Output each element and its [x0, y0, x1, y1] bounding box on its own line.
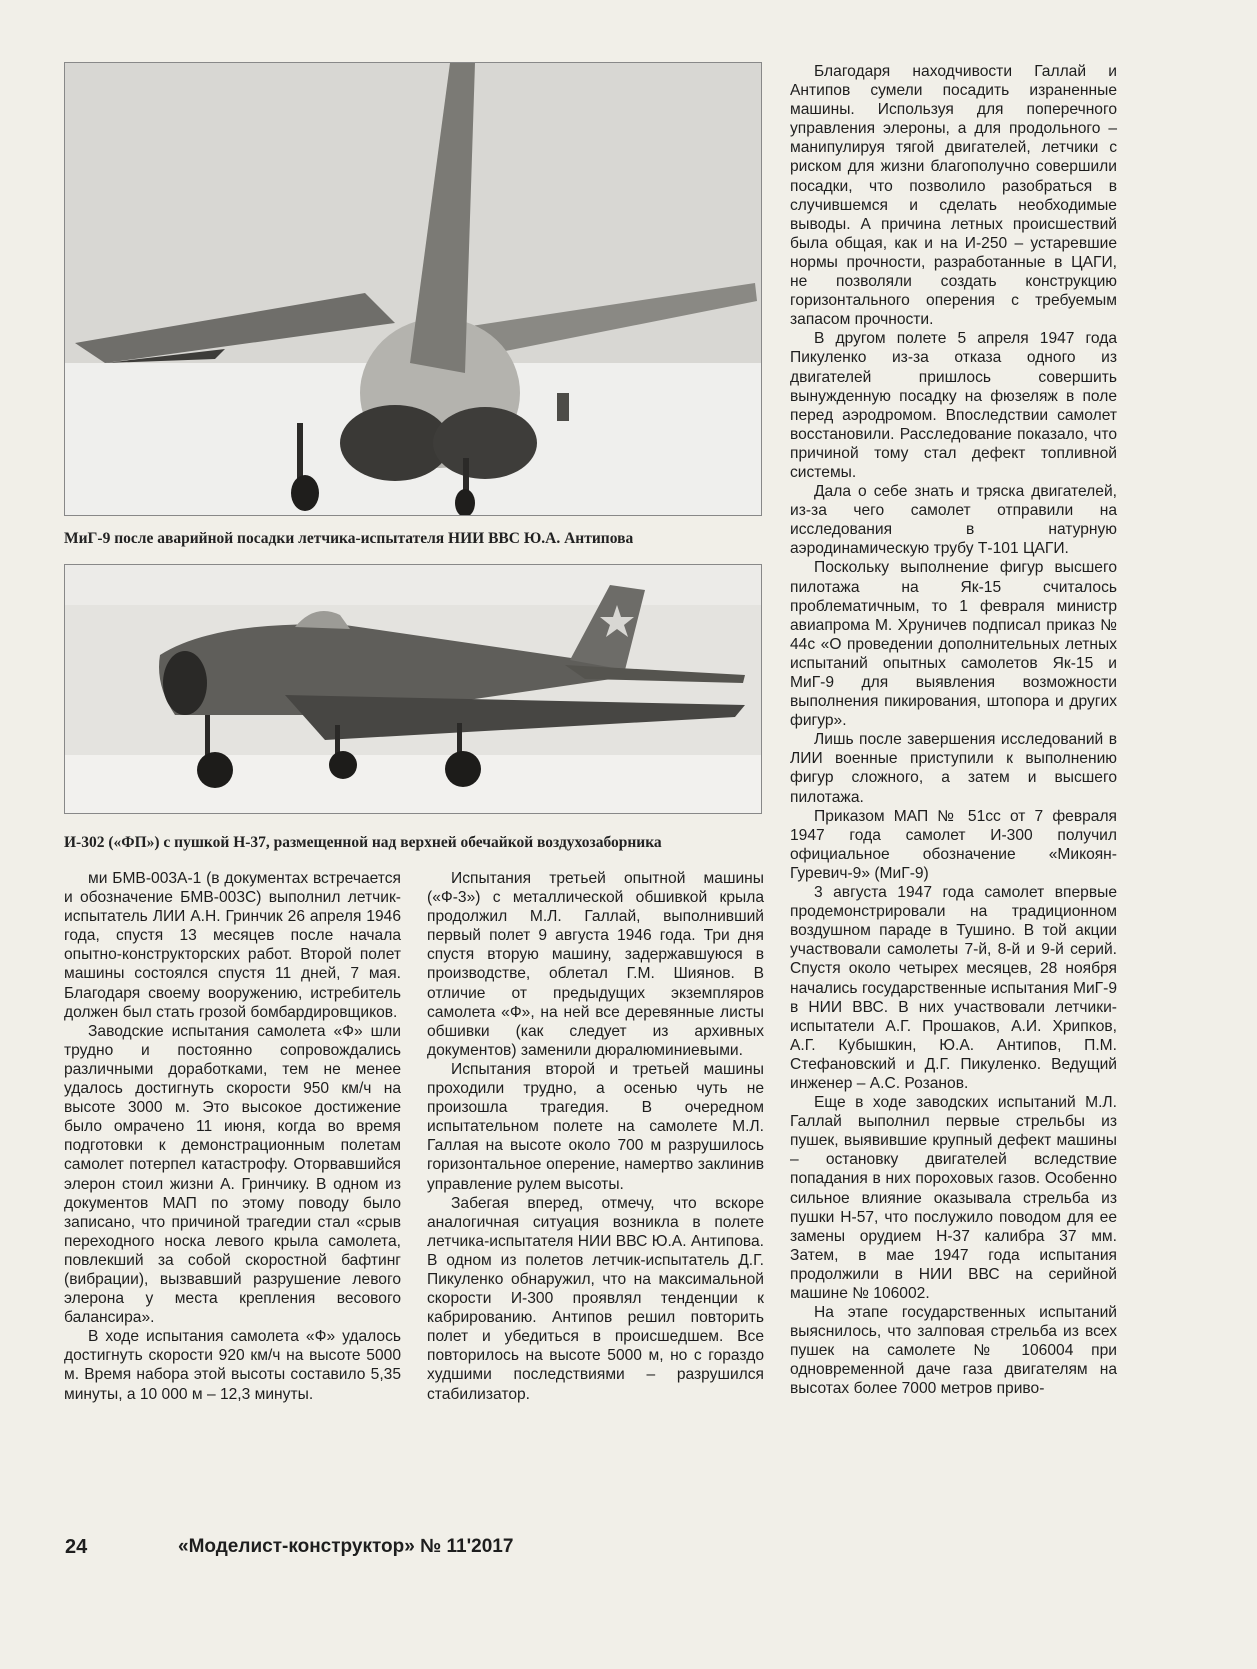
paragraph: ми БМВ-003А-1 (в документах встречается и обозначение БМВ-003С) выполнил летчик-испытатель ЛИИ А.Н. Гринчик 26 апреля 1946 года, спустя 13 месяцев после начала опытно-конструкторских работ. Второй полет машины состоялся спустя 11 дней, 7 мая. Благодаря своему вооружению, истребитель должен был стать грозой бомбардировщиков.: [64, 870, 401, 1021]
caption-mig9-crash: МиГ-9 после аварийной посадки летчика-испытателя НИИ ВВС Ю.А. Антипова: [64, 530, 634, 547]
photo-mig9-crash: [64, 62, 762, 516]
paragraph: Забегая вперед, отмечу, что вскоре аналогичная ситуация возникла в полете летчика-испытателя НИИ ВВС Ю.А. Антипова. В одном из полетов летчик-испытатель Д.Г. Пикуленко обнаружил, что на максимальной скорости И-300 проявлял тенденции к кабрированию. Антипов решил повторить полет и убедиться в происшедшем. Все повторилось на высоте 5000 м, но с гораздо худшими последствиями – разрушился стабилизатор.: [427, 1194, 764, 1403]
paragraph: В ходе испытания самолета «Ф» удалось достигнуть скорости 920 км/ч на высоте 5000 м. Время набора этой высоты составило 5,35 минуты, а 10 000 м – 12,3 минуты.: [64, 1328, 401, 1403]
paragraph: Заводские испытания самолета «Ф» шли трудно и постоянно сопровождались различными доработками, тем не менее удалось достигнуть скорости 950 км/ч на высоте 3000 м. Это высокое достижение было омрачено 11 июня, когда во время подготовки к демонстрационным полетам самолет потерпел катастрофу. Оторвавшийся элерон стоил жизни А. Гринчику. В одном из документов МАП по этому поводу было записано, что причиной трагедии стал «срыв переходного носка левого крыла самолета, повлекший за собой скоростной бафтинг (вибрации), вызвавший разрушение левого элерона у места крепления весового балансира».: [64, 1022, 401, 1327]
column-left-bottom: [64, 869, 401, 1404]
paragraph: Приказом МАП № 51сс от 7 февраля 1947 года самолет И-300 получил официальное обозначение «Микоян-Гуревич-9» (МиГ-9): [790, 807, 1117, 882]
caption-i302: И-302 («ФП») с пушкой Н-37, размещенной над верхней обечайкой воздухозаборника: [64, 834, 662, 851]
column-right: [790, 62, 1117, 1399]
paragraph: Испытания третьей опытной машины («Ф-3») с металлической обшивкой крыла продолжил М.Л. Галлай, выполнивший первый полет 9 августа 1946 года. Три дня спустя вторую машину, задержавшуюся в производстве, облетал Г.М. Шиянов. В отличие от предыдущих экземпляров самолета «Ф», на ней все деревянные листы обшивки (как следует из архивных документов) заменили дюралюминиевыми.: [427, 870, 764, 1059]
paragraph: 3 августа 1947 года самолет впервые продемонстрировали на традиционном воздушном параде в Тушино. В той акции участвовали самолеты 7-й, 8-й и 9-й серий. Спустя около четырех месяцев, 28 ноября начались государственные испытания МиГ-9 в НИИ ВВС. В них участвовали летчики-испытатели А.Г. Прошаков, А.И. Хрипков, А.Г. Кубышкин, Ю.А. Антипов, П.М. Стефановский и Д.Г. Пикуленко. Ведущий инженер – А.С. Розанов.: [790, 884, 1117, 1092]
paragraph: Испытания второй и третьей машины проходили трудно, а осенью чуть не произошла трагедия. В очередном испытательном полете на самолете М.Л. Галлая на высоте около 700 м разрушилось горизонтальное оперение, намертво заклинив управление рулем высоты.: [427, 1060, 764, 1193]
photo-i302-image: [65, 565, 761, 813]
paragraph: В другом полете 5 апреля 1947 года Пикуленко из-за отказа одного из двигателей пришлось совершить вынужденную посадку на фюзеляж в поле перед аэродромом. Впоследствии самолет восстановили. Расследование показало, что причиной тому стал дефект топливной системы.: [790, 330, 1117, 481]
column-middle-bottom: [427, 869, 764, 1404]
photo-mig9-crash-image: [65, 63, 761, 515]
magazine-title: «Моделист-конструктор» № 11'2017: [178, 1536, 514, 1557]
paragraph: Благодаря находчивости Галлай и Антипов сумели посадить израненные машины. Используя для поперечного управления элероны, а для продольного – манипулируя тягой двигателей, летчики с риском для жизни благополучно совершили посадки, что позволило разобраться в случившемся и сделать необходимые выводы. А причина летных происшествий была общая, как и на И-250 – устаревшие нормы прочности, разработанные в ЦАГИ, не позволяли создать конструкцию горизонтального оперения с требуемым запасом прочности.: [790, 63, 1117, 329]
paragraph: Поскольку выполнение фигур высшего пилотажа на Як-15 считалось проблематичным, то 1 февраля министр авиапрома М. Хруничев подписал приказ № 44с «О проведении дополнительных летных испытаний опытных самолетов Як-15 и МиГ-9 для выявления возможности выполнения пикирования, штопора и других фигур».: [790, 559, 1117, 730]
paragraph: Еще в ходе заводских испытаний М.Л. Галлай выполнил первые стрельбы из пушек, выявившие крупный дефект машины – остановку двигателей вследствие попадания в них пороховых газов. Особенно сильное влияние оказывала стрельба из пушки Н-57, что послужило поводом для ее замены орудием Н-37 калибра 37 мм. Затем, в мае 1947 года испытания продолжили в НИИ ВВС на серийной машине № 106002.: [790, 1094, 1117, 1302]
paragraph: На этапе государственных испытаний выяснилось, что залповая стрельба из всех пушек на самолете № 106004 при одновременной даче газа двигателям на высотах более 7000 метров приво-: [790, 1304, 1117, 1398]
photo-i302: [64, 564, 762, 814]
paragraph: Лишь после завершения исследований в ЛИИ военные приступили к выполнению фигур сложного, а затем и высшего пилотажа.: [790, 731, 1117, 806]
page-number: 24: [65, 1536, 88, 1558]
paragraph: Дала о себе знать и тряска двигателей, из-за чего самолет отправили на исследования в натурную аэродинамическую трубу Т-101 ЦАГИ.: [790, 483, 1117, 558]
